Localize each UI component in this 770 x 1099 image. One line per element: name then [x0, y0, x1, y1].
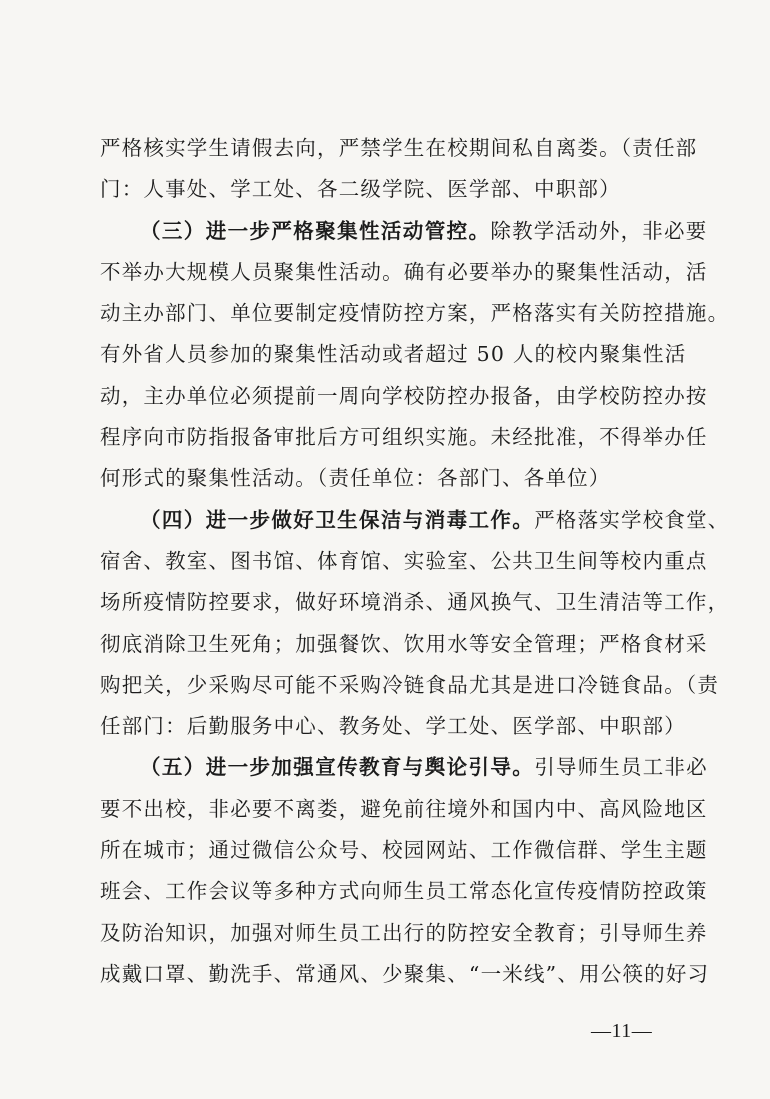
section-4-heading-line: （四）进一步做好卫生保洁与消毒工作。严格落实学校食堂、	[140, 507, 730, 532]
text-line-1: 严格核实学生请假去向，严禁学生在校期间私自离娄。（责任部	[100, 136, 698, 160]
section-5-heading-line: （五）进一步加强宣传教育与舆论引导。引导师生员工非必	[140, 755, 708, 780]
section-4-heading: （四）进一步做好卫生保洁与消毒工作。	[140, 507, 535, 532]
text-line-14: 购把关，少采购尽可能不采购冷链食品尤其是进口冷链食品。（责	[100, 672, 720, 697]
page-number: —11—	[591, 1020, 653, 1042]
section-5-heading: （五）进一步加强宣传教育与舆论引导。	[140, 755, 535, 780]
text-line-15: 任部门：后勤服务中心、教务处、学工处、医学部、中职部）	[100, 714, 686, 739]
text-line-17: 要不出校，非必要不离娄，避免前往境外和国内中、高风险地区	[100, 796, 708, 821]
text-line-18: 所在城市；通过微信公众号、校园网站、工作微信群、学生主题	[100, 838, 708, 863]
text-line-12: 场所疫情防控要求，做好环境消杀、通风换气、卫生清洁等工作，	[100, 590, 730, 615]
text-line-8: 程序向市防指报备审批后方可组织实施。未经批准，不得举办任	[100, 425, 708, 450]
text-line-21: 成戴口罩、勤洗手、常通风、少聚集、“一米线”、用公筷的好习	[100, 961, 710, 986]
text-line-19: 班会、工作会议等多种方式向师生员工常态化宣传疫情防控政策	[100, 879, 708, 904]
text-line-11: 宿舍、教室、图书馆、体育馆、实验室、公共卫生间等校内重点	[100, 548, 708, 573]
section-3-heading-line: （三）进一步严格聚集性活动管控。除教学活动外，非必要	[140, 218, 708, 243]
text-line-6: 有外省人员参加的聚集性活动或者超过 50 人的校内聚集性活	[100, 342, 687, 367]
text-line-20: 及防治知识，加强对师生员工出行的防控安全教育；引导师生养	[100, 920, 708, 945]
section-3-heading: （三）进一步严格聚集性活动管控。	[140, 218, 491, 243]
text-line-9: 何形式的聚集性活动。（责任单位：各部门、各单位）	[100, 466, 611, 491]
text-line-13: 彻底消除卫生死角；加强餐饮、饮用水等安全管理；严格食材采	[100, 631, 708, 656]
text-line-7: 动，主办单位必须提前一周向学校防控办报备，由学校防控办按	[100, 383, 708, 408]
text-line-5: 动主办部门、单位要制定疫情防控方案，严格落实有关防控措施。	[100, 301, 730, 326]
text-line-2: 门：人事处、学工处、各二级学院、医学部、中职部）	[100, 177, 621, 202]
text-line-4: 不举办大规模人员聚集性活动。确有必要举办的聚集性活动，活	[100, 259, 708, 284]
body-text	[100, 128, 730, 995]
